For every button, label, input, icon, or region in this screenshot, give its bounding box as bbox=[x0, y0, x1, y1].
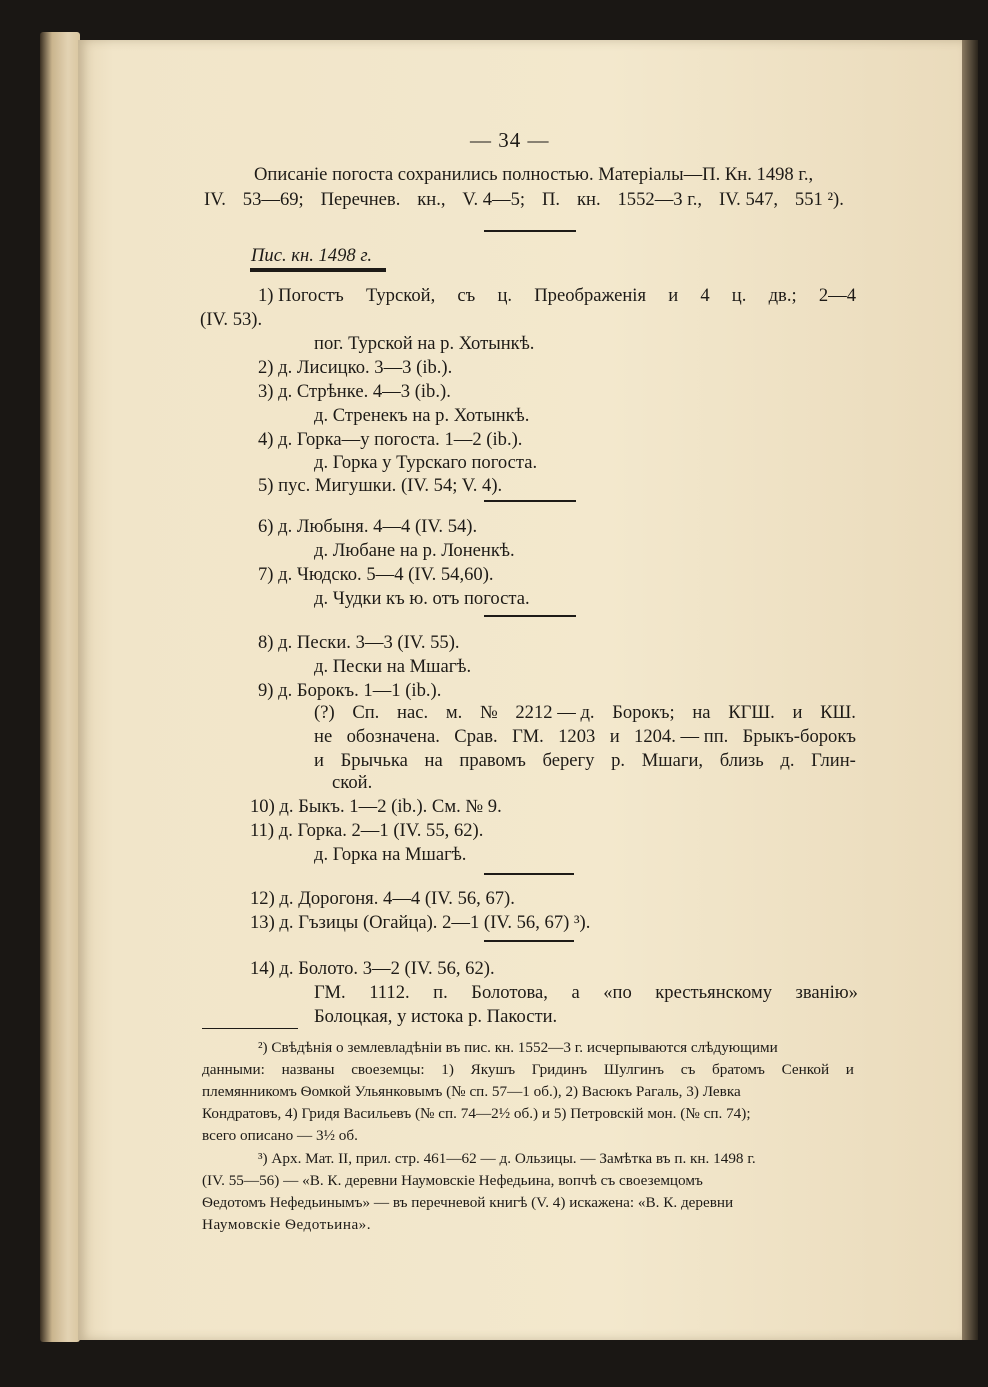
word: Описаніе погоста сохранились полностью. Матеріалы—П. Кн. 1498 г., bbox=[254, 164, 814, 185]
entry-11: 11) д. Горка. 2—1 (IV. 55, 62). bbox=[250, 820, 484, 841]
word: 1552—3 г., bbox=[617, 189, 703, 210]
page-right-edge bbox=[962, 40, 978, 1340]
word: ц. bbox=[731, 285, 747, 306]
word: Срав. bbox=[454, 726, 498, 747]
word: ³) Арх. Мат. II, прил. стр. 461—62 — д. Ользицы. — Замѣтка въ п. кн. 1498 г. bbox=[258, 1150, 756, 1167]
word: м. bbox=[445, 702, 463, 723]
word: Сп. bbox=[352, 702, 380, 723]
word: названы bbox=[281, 1061, 335, 1078]
entry-8: 8) д. Пески. 3—3 (IV. 55). bbox=[258, 632, 460, 653]
word: и bbox=[609, 726, 620, 747]
word: ц. bbox=[497, 285, 513, 306]
footnote-2-line-5: всего описано — 3½ об. bbox=[202, 1127, 358, 1144]
entry-9-comment-1 bbox=[314, 701, 856, 725]
word: Турской, bbox=[365, 285, 436, 306]
footnote-3-line-4: Наумовскіе Ѳедотьина». bbox=[202, 1216, 372, 1233]
group-rule-4 bbox=[484, 940, 574, 942]
entry-14-comment-1 bbox=[314, 981, 858, 1005]
entry-9-comment-4: ской. bbox=[332, 772, 373, 793]
word: а bbox=[571, 982, 580, 1003]
entry-4: 4) д. Горка—у погоста. 1—2 (ib.). bbox=[258, 429, 523, 450]
footnote-2-line-3 bbox=[202, 1081, 854, 1103]
intro-line-2 bbox=[204, 188, 844, 212]
word: званію» bbox=[795, 982, 858, 1003]
word: ГМ. bbox=[314, 982, 346, 1003]
word: 1203 bbox=[558, 726, 596, 747]
entry-2: 2) д. Лисицко. 3—3 (ib.). bbox=[258, 357, 453, 378]
word: съ bbox=[680, 1061, 696, 1078]
entry-9: 9) д. Борокъ. 1—1 (ib.). bbox=[258, 680, 442, 701]
page-number: — 34 — bbox=[470, 128, 550, 152]
entry-6: 6) д. Любыня. 4—4 (IV. 54). bbox=[258, 516, 478, 537]
word: «по bbox=[603, 982, 632, 1003]
word: Кондратовъ, 4) Гридя Васильевъ (№ сп. 74—2½ об.) и 5) Петровскій мон. (№ сп. 74); bbox=[202, 1105, 751, 1122]
word: п. bbox=[433, 982, 448, 1003]
word: Перечнев. bbox=[320, 189, 401, 210]
word: своеземцы: bbox=[351, 1061, 425, 1078]
word: Гридинъ bbox=[531, 1061, 588, 1078]
word: 1204. — пп. bbox=[634, 726, 729, 747]
footnote-3-line-1 bbox=[258, 1148, 854, 1170]
entry-12: 12) д. Дорогоня. 4—4 (IV. 56, 67). bbox=[250, 888, 515, 909]
entry-1-comment: пог. Турской на р. Хотынкѣ. bbox=[314, 333, 535, 354]
word: крестьянскому bbox=[655, 982, 773, 1003]
entry-6-comment: д. Любане на р. Лоненкѣ. bbox=[314, 540, 515, 561]
entry-7: 7) д. Чюдско. 5—4 (IV. 54,60). bbox=[258, 564, 494, 585]
footnote-2-line-2 bbox=[202, 1059, 854, 1081]
entry-14-comment-2: Болоцкая, у истока р. Пакости. bbox=[314, 1006, 558, 1027]
word: П. bbox=[542, 189, 561, 210]
word: р. bbox=[611, 750, 626, 771]
word: ГМ. bbox=[512, 726, 544, 747]
entry-13: 13) д. Гъзицы (Огайца). 2—1 (IV. 56, 67) ³). bbox=[250, 912, 591, 933]
word: и bbox=[792, 702, 803, 723]
word: Борокъ; bbox=[612, 702, 675, 723]
entry-5: 5) пус. Мигушки. (IV. 54; V. 4). bbox=[258, 475, 503, 496]
word: берегу bbox=[542, 750, 595, 771]
word: КГШ. bbox=[728, 702, 775, 723]
word: племянникомъ Ѳомкой Ульянковымъ (№ сп. 57—1 об.), 2) Васюкъ Рагаль, 3) Левка bbox=[202, 1083, 741, 1100]
intro-rule bbox=[484, 230, 576, 232]
word: данными: bbox=[202, 1061, 265, 1078]
intro-line-1 bbox=[254, 163, 858, 187]
word: IV. 547, bbox=[718, 189, 779, 210]
word: КШ. bbox=[820, 702, 856, 723]
group-rule-1 bbox=[484, 500, 576, 502]
word: и bbox=[314, 750, 324, 771]
entry-3-comment: д. Стренекъ на р. Хотынкѣ. bbox=[314, 405, 530, 426]
word: нас. bbox=[397, 702, 429, 723]
word: Шулгинъ bbox=[603, 1061, 665, 1078]
entry-1-line-1 bbox=[258, 284, 856, 308]
word: V. 4—5; bbox=[462, 189, 526, 210]
footnote-2-line-4 bbox=[202, 1103, 854, 1125]
word: съ bbox=[457, 285, 476, 306]
word: ²) Свѣдѣнія о землевладѣніи въ пис. кн. 1552—3 г. исчерпываются слѣдующими bbox=[258, 1039, 778, 1056]
word: Преображенія bbox=[534, 285, 647, 306]
word: (?) bbox=[314, 702, 335, 723]
word: Мшаги, bbox=[641, 750, 704, 771]
word: на bbox=[424, 750, 443, 771]
entry-7-comment: д. Чудки къ ю. отъ погоста. bbox=[314, 588, 530, 609]
word: Сенкой bbox=[781, 1061, 830, 1078]
entry-10: 10) д. Быкъ. 1—2 (ib.). См. № 9. bbox=[250, 796, 502, 817]
word: Ѳедотомъ Нефедьинымъ» — въ перечневой книгѣ (V. 4) искажена: «В. К. деревни bbox=[202, 1194, 734, 1211]
word: близь bbox=[719, 750, 764, 771]
word: 551 ²). bbox=[794, 189, 844, 210]
footnote-2-line-1 bbox=[258, 1037, 854, 1059]
word: и bbox=[668, 285, 679, 306]
word: правомъ bbox=[459, 750, 526, 771]
footnote-3-line-3 bbox=[202, 1192, 854, 1214]
entry-11-comment: д. Горка на Мшагѣ. bbox=[314, 844, 467, 865]
word: на bbox=[692, 702, 711, 723]
word: Якушъ bbox=[470, 1061, 516, 1078]
entry-9-comment-2 bbox=[314, 725, 856, 749]
word: IV. bbox=[204, 189, 226, 210]
word: № bbox=[479, 702, 498, 723]
word: 1112. bbox=[369, 982, 410, 1003]
word: Глин- bbox=[811, 750, 856, 771]
group-rule-2 bbox=[484, 615, 576, 617]
word: 4 bbox=[700, 285, 710, 306]
word: кн. bbox=[576, 189, 601, 210]
word: 2212 — д. bbox=[515, 702, 595, 723]
word: (IV. 55—56) — «В. К. деревни Наумовскіе Нефедьина, вопчѣ съ своеземцомъ bbox=[202, 1172, 703, 1189]
word: обозначена. bbox=[346, 726, 440, 747]
heading-underline bbox=[250, 268, 386, 272]
word: Брычька bbox=[340, 750, 408, 771]
word: и bbox=[845, 1061, 854, 1078]
word: кн., bbox=[417, 189, 446, 210]
group-rule-3 bbox=[484, 873, 574, 875]
entry-3: 3) д. Стрѣнке. 4—3 (ib.). bbox=[258, 381, 451, 402]
word: дв.; bbox=[768, 285, 797, 306]
entry-4-comment: д. Горка у Турскаго погоста. bbox=[314, 452, 538, 473]
word: 2—4 bbox=[818, 285, 856, 306]
footnote-separator bbox=[202, 1028, 298, 1029]
entry-9-comment-3 bbox=[314, 749, 856, 773]
word: 53—69; bbox=[242, 189, 304, 210]
section-heading: Пис. кн. 1498 г. bbox=[251, 245, 372, 266]
word: братомъ bbox=[712, 1061, 765, 1078]
word: не bbox=[314, 726, 333, 747]
footnote-3-line-2 bbox=[202, 1170, 854, 1192]
entry-14: 14) д. Болото. 3—2 (IV. 56, 62). bbox=[250, 958, 495, 979]
word: 1) bbox=[441, 1061, 454, 1078]
book-edge bbox=[40, 32, 80, 1342]
word: Болотова, bbox=[471, 982, 548, 1003]
word: Брыкъ-борокъ bbox=[742, 726, 856, 747]
word: 1) Погостъ bbox=[258, 285, 344, 306]
word: д. bbox=[780, 750, 795, 771]
entry-8-comment: д. Пески на Мшагѣ. bbox=[314, 656, 472, 677]
entry-1-line-2: (IV. 53). bbox=[200, 309, 263, 330]
